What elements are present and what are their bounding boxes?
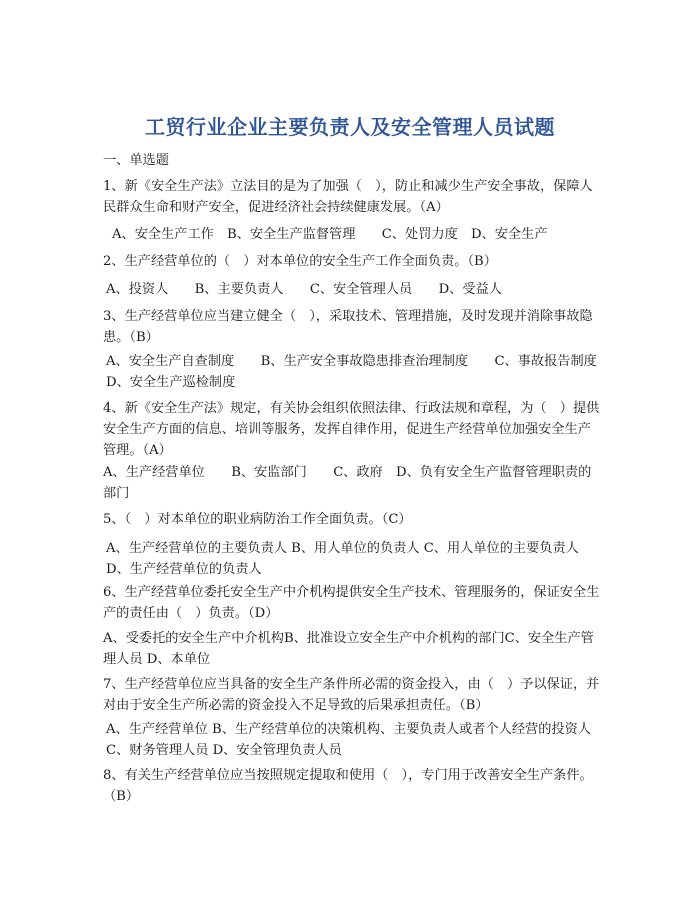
question-4: 4、新《安全生产法》规定，有关协会组织依照法律、行政法规和章程，为（ ）提供安全生产方面的信息、培训等服务，发挥自律作用，促进生产经营单位加强安全生产管理。（A） — [103, 401, 600, 458]
document-title: 工贸行业企业主要负责人及安全管理人员试题 — [145, 115, 555, 139]
question-3: 3、生产经营单位应当建立健全（ ），采取技术、管理措施，及时发现并消除事故隐患。（B） — [103, 309, 593, 345]
options-6: A、受委托的安全生产中介机构B、批准设立安全生产中介机构的部门C、安全生产管理人员 D、本单位 — [103, 631, 594, 667]
question-2: 2、生产经营单位的（ ）对本单位的安全生产工作全面负责。（B） — [103, 254, 497, 269]
question-1: 1、新《安全生产法》立法目的是为了加强（ ），防止和减少生产安全事故，保障人民群众生命和财产安全，促进经济社会持续健康发展。（A） — [103, 179, 593, 215]
options-4: A、生产经营单位 B、安监部门 C、政府 D、负有安全生产监督管理职责的部门 — [103, 465, 592, 501]
question-5: 5、（ ）对本单位的职业病防治工作全面负责。（C） — [103, 512, 412, 527]
options-2: A、投资人 B、主要负责人 C、安全管理人员 D、受益人 — [106, 282, 502, 297]
section-heading: 一、单选题 — [103, 153, 169, 168]
options-5: A、生产经营单位的主要负责人 B、用人单位的负责人 C、用人单位的主要负责人 D、生产经营单位的负责人 — [106, 541, 579, 577]
options-3: A、安全生产自查制度 B、生产安全事故隐患排查治理制度 C、事故报告制度 D、安全生产巡检制度 — [106, 354, 611, 390]
question-7: 7、生产经营单位应当具备的安全生产条件所必需的资金投入，由（ ）予以保证，并对由于安全生产所必需的资金投入不足导致的后果承担责任。（B） — [103, 677, 600, 713]
options-7: A、生产经营单位 B、生产经营单位的决策机构、主要负责人或者个人经营的投资人 C、财务管理人员 D、安全管理负责人员 — [106, 722, 591, 758]
question-6: 6、生产经营单位委托安全生产中介机构提供安全生产技术、管理服务的，保证安全生产的责任由（ ）负责。（D） — [103, 585, 600, 621]
options-1: A、安全生产工作 B、安全生产监督管理 C、处罚力度 D、安全生产 — [112, 227, 548, 242]
question-8: 8、有关生产经营单位应当按照规定提取和使用（ ），专门用于改善安全生产条件。（B） — [103, 768, 593, 804]
